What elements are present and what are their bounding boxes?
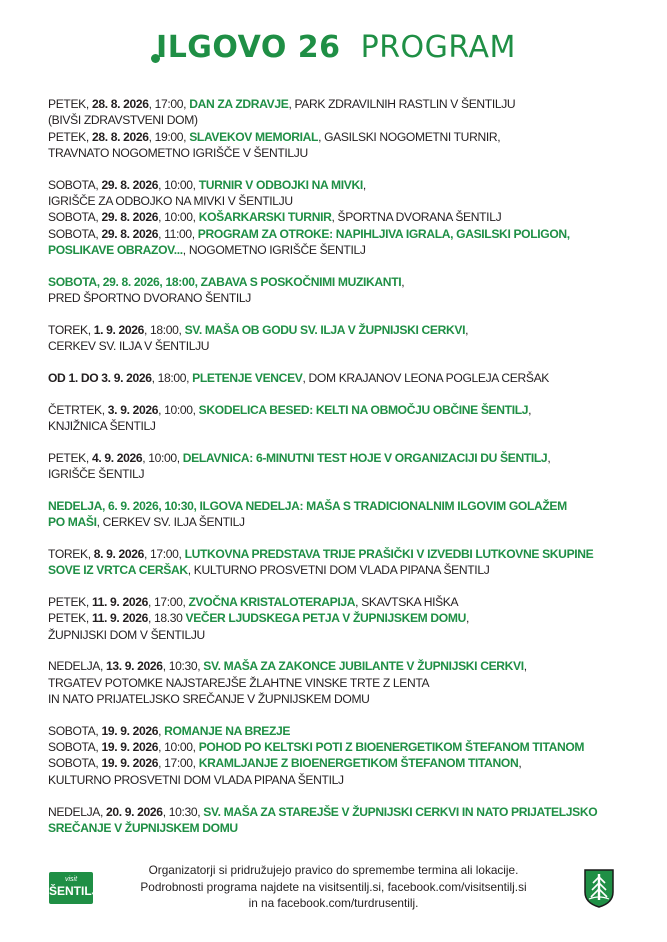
event-block — [48, 450, 628, 483]
municipal-crest-icon — [583, 868, 615, 908]
event-text: IGRIŠČE ŠENTILJ — [48, 467, 145, 482]
event-date: 28. 8. 2026 — [91, 97, 149, 111]
event-text: NEDELJA, — [48, 804, 107, 819]
event-block — [48, 177, 628, 258]
event-text: PRED ŠPORTNO DVORANO ŠENTILJ — [48, 290, 251, 305]
event-line — [48, 658, 628, 674]
event-line — [48, 466, 628, 482]
event-title: SV. MAŠA ZA ZAKONCE JUBILANTE V ŽUPNIJSKI CERKVI — [203, 659, 524, 674]
event-text: (BIVŠI ZDRAVSTVENI DOM) — [48, 113, 198, 128]
event-title: DAN ZA ZDRAVJE — [189, 97, 289, 111]
program-list — [48, 96, 628, 852]
event-block — [48, 96, 628, 161]
event-title: PLETENJE VENCEV — [192, 370, 303, 385]
event-line — [48, 290, 628, 306]
event-line — [48, 723, 628, 739]
event-line — [48, 562, 628, 578]
event-title: VEČER LJUDSKEGA PETJA V ŽUPNIJSKEM DOMU — [185, 611, 466, 626]
event-text: , SKAVTSKA HIŠKA — [355, 595, 459, 610]
event-line — [48, 112, 628, 128]
event-text: ŽUPNIJSKI DOM V ŠENTILJU — [48, 627, 205, 642]
event-title: SV. MAŠA ZA STAREJŠE V ŽUPNIJSKI CERKVI IN NATO PRIJATELJSKO — [203, 804, 598, 819]
event-text: KNJIŽNICA ŠENTILJ — [48, 418, 156, 433]
event-text: TOREK, — [48, 322, 94, 337]
footer-line-2: Podrobnosti programa najdete na visitsentilj.si, facebook.com/visitsentilj.si — [140, 879, 527, 894]
event-line — [48, 226, 628, 242]
event-title: PO MAŠI — [48, 515, 97, 530]
event-text: PETEK, — [48, 450, 92, 465]
event-text: , 10:00, — [158, 177, 199, 192]
event-date: 11. 9. 2026 — [91, 595, 148, 610]
event-date: 29. 8. 2026 — [101, 226, 159, 241]
event-line — [48, 177, 628, 193]
event-line — [48, 610, 628, 626]
event-text: , NOGOMETNO IGRIŠČE ŠENTILJ — [182, 242, 366, 257]
event-text: , 10:00, — [158, 402, 199, 417]
event-block — [48, 498, 628, 531]
event-line — [48, 498, 628, 514]
event-date: 3. 9. 2026 — [107, 402, 159, 417]
event-title: SREČANJE V ŽUPNIJSKEM DOMU — [48, 820, 238, 835]
event-title: DELAVNICA: 6-MINUTNI TEST HOJE V ORGANIZACIJI DU ŠENTILJ — [182, 450, 548, 465]
event-text: , 10:00, — [158, 210, 199, 225]
event-text: SOBOTA, — [48, 177, 102, 192]
event-text: , 17:00, — [144, 546, 185, 561]
event-text: , PARK ZDRAVILNIH RASTLIN V ŠENTILJU — [288, 97, 516, 111]
event-line — [48, 370, 628, 386]
event-text: TRGATEV POTOMKE NAJSTAREJŠE ŽLAHTNE VINSKE TRTE Z LENTA — [48, 675, 430, 690]
title-bold-part: ILGOVO 26 — [156, 30, 341, 65]
logo-small-text: visit — [64, 876, 78, 883]
footer-line-3: in na facebook.com/turdrusentilj. — [248, 896, 419, 910]
event-text: , 11:00, — [158, 226, 198, 241]
event-title: POHOD PO KELTSKI POTI Z BIOENERGETIKOM ŠTEFANOM TITANOM — [198, 740, 585, 755]
event-text: TRAVNATO NOGOMETNO IGRIŠČE V ŠENTILJU — [48, 145, 308, 160]
event-line — [48, 193, 628, 209]
event-title: KOŠARKARSKI TURNIR — [198, 210, 332, 225]
event-text: , 17:00, — [148, 97, 190, 111]
event-text: IN NATO PRIJATELJSKO SREČANJE V ŽUPNIJSKEM DOMU — [48, 692, 370, 707]
event-date: 8. 9. 2026 — [93, 546, 145, 561]
event-block — [48, 804, 628, 837]
event-line — [48, 675, 628, 691]
event-date: 29. 8. 2026 — [101, 177, 159, 192]
event-line — [48, 338, 628, 354]
logo-big-text: ŠENTILJ — [49, 884, 99, 898]
event-text: , CERKEV SV. ILJA ŠENTILJ — [96, 515, 245, 530]
event-date: 19. 9. 2026 — [101, 740, 159, 755]
event-text: PETEK, — [48, 595, 92, 610]
event-text: PETEK, — [48, 129, 92, 144]
event-title: KRAMLJANJE Z BIOENERGETIKOM ŠTEFANOM TITANON — [198, 756, 519, 771]
event-title: SKODELICA BESED: KELTI NA OBMOČJU OBČINE ŠENTILJ — [198, 402, 529, 417]
event-text: , KULTURNO PROSVETNI DOM VLADA PIPANA ŠENTILJ — [187, 563, 490, 578]
event-line — [48, 514, 628, 530]
event-line — [48, 129, 628, 145]
event-line — [48, 739, 628, 755]
event-block — [48, 546, 628, 579]
event-date: 13. 9. 2026 — [106, 659, 163, 674]
event-text: SOBOTA, — [48, 226, 102, 241]
event-line — [48, 209, 628, 225]
event-block — [48, 658, 628, 707]
event-date: 29. 8. 2026 — [101, 210, 159, 225]
event-title: SOVE IZ VRTCA CERŠAK — [48, 563, 188, 578]
event-text: , — [465, 322, 469, 337]
event-line — [48, 755, 628, 771]
event-line — [48, 96, 628, 112]
event-text: KULTURNO PROSVETNI DOM VLADA PIPANA ŠENTILJ — [48, 772, 344, 787]
event-text: NEDELJA, — [48, 659, 107, 674]
event-date: 20. 9. 2026 — [106, 804, 163, 819]
event-line — [48, 546, 628, 562]
page-title — [0, 30, 667, 65]
event-text: TOREK, — [48, 546, 94, 561]
event-block — [48, 370, 628, 386]
event-text: , — [518, 756, 522, 771]
event-line — [48, 402, 628, 418]
event-title: NEDELJA, 6. 9. 2026, 10:30, ILGOVA NEDELJA: MAŠA S TRADICIONALNIM ILGOVIM GOLAŽEM — [48, 498, 567, 513]
event-text: , 10:30, — [162, 804, 204, 819]
event-text: SOBOTA, — [48, 756, 102, 771]
event-text: CERKEV SV. ILJA V ŠENTILJU — [48, 339, 210, 354]
event-date: OD 1. DO 3. 9. 2026 — [48, 370, 152, 385]
event-text: IGRIŠČE ZA ODBOJKO NA MIVKI V ŠENTILJU — [48, 193, 293, 208]
event-text: , 10:30, — [162, 659, 204, 674]
event-text: , 18:00, — [151, 370, 193, 385]
event-text: PETEK, — [48, 97, 92, 111]
event-block — [48, 594, 628, 643]
event-text: ČETRTEK, — [48, 402, 108, 417]
event-title: PROGRAM ZA OTROKE: NAPIHLJIVA IGRALA, GASILSKI POLIGON, — [197, 226, 570, 241]
event-text: SOBOTA, — [48, 723, 102, 738]
event-line — [48, 627, 628, 643]
event-title: SLAVEKOV MEMORIAL — [189, 129, 319, 144]
event-text: , 10:00, — [158, 740, 199, 755]
footer-note — [0, 862, 667, 912]
event-line — [48, 804, 628, 820]
event-text: , 10:00, — [142, 450, 183, 465]
event-line — [48, 274, 628, 290]
event-text: , — [523, 659, 527, 674]
event-date: 19. 9. 2026 — [101, 723, 159, 738]
event-block — [48, 402, 628, 435]
event-text: , ŠPORTNA DVORANA ŠENTILJ — [331, 210, 502, 225]
event-line — [48, 242, 628, 258]
event-text: , — [158, 723, 165, 738]
event-text: SOBOTA, — [48, 740, 102, 755]
event-line — [48, 145, 628, 161]
event-text: , DOM KRAJANOV LEONA POGLEJA CERŠAK — [302, 370, 549, 385]
event-title: ROMANJE NA BREZJE — [164, 723, 291, 738]
event-text: , 18.30 — [147, 611, 186, 626]
event-text: , 18:00, — [144, 322, 185, 337]
event-text: PETEK, — [48, 611, 92, 626]
event-date: 28. 8. 2026 — [91, 129, 149, 144]
event-line — [48, 820, 628, 836]
event-date: 4. 9. 2026 — [91, 450, 143, 465]
event-line — [48, 418, 628, 434]
event-title: POSLIKAVE OBRAZOV... — [48, 242, 183, 257]
event-block — [48, 274, 628, 307]
event-text: , — [547, 450, 551, 465]
event-line — [48, 322, 628, 338]
event-text: , — [528, 402, 532, 417]
event-text: , — [362, 177, 366, 192]
event-line — [48, 594, 628, 610]
event-title: LUTKOVNA PREDSTAVA TRIJE PRAŠIČKI V IZVEDBI LUTKOVNE SKUPINE — [184, 546, 594, 561]
event-date: 19. 9. 2026 — [101, 756, 159, 771]
event-line — [48, 772, 628, 788]
event-text: , 17:00, — [158, 756, 199, 771]
title-rest-part: PROGRAM — [360, 30, 516, 65]
event-date: 11. 9. 2026 — [91, 611, 148, 626]
event-text: , GASILSKI NOGOMETNI TURNIR, — [318, 129, 501, 144]
event-text: , — [401, 274, 405, 289]
event-text: SOBOTA, — [48, 210, 102, 225]
event-title: ZVOČNA KRISTALOTERAPIJA — [188, 595, 356, 610]
event-text: , — [465, 611, 469, 626]
event-block — [48, 723, 628, 788]
footer-line-1: Organizatorji si pridružujejo pravico do spremembe termina ali lokacije. — [148, 863, 519, 877]
event-line — [48, 450, 628, 466]
event-text: , 17:00, — [147, 595, 189, 610]
event-title: SOBOTA, 29. 8. 2026, 18:00, ZABAVA S POSKOČNIMI MUZIKANTI — [48, 274, 402, 289]
event-title: TURNIR V ODBOJKI NA MIVKI — [198, 177, 363, 192]
event-line — [48, 691, 628, 707]
event-date: 1. 9. 2026 — [93, 322, 145, 337]
event-title: SV. MAŠA OB GODU SV. ILJA V ŽUPNIJSKI CERKVI — [184, 322, 466, 337]
event-block — [48, 322, 628, 355]
event-text: , 19:00, — [148, 129, 190, 144]
